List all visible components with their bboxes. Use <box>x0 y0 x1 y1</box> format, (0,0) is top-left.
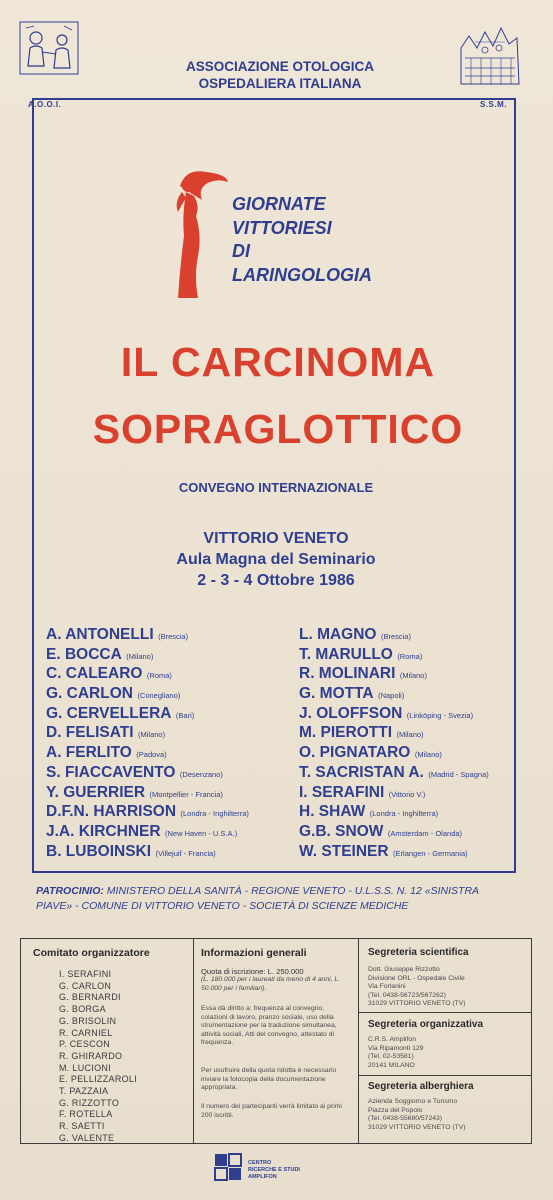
venue-dates: 2 - 3 - 4 Ottobre 1986 <box>197 572 355 589</box>
address-line: Azienda Soggiorno e Turismo <box>368 1098 458 1105</box>
speaker-name: D.F.N. HARRISON <box>46 803 177 821</box>
info-box <box>20 938 532 1144</box>
address-line: Divisione ORL - Ospedale Civile <box>368 974 465 982</box>
speaker-row <box>299 784 489 804</box>
speaker-city: (Brescia) <box>158 632 189 641</box>
speaker-name: M. PIEROTTI <box>299 724 392 742</box>
speaker-city: (Montpellier - Francia) <box>149 789 223 799</box>
speaker-row <box>299 705 489 725</box>
speaker-row <box>299 764 489 784</box>
list-item: G. BRISOLIN <box>59 1015 117 1026</box>
speaker-name: J. OLOFFSON <box>299 704 403 722</box>
speaker-name: O. PIGNATARO <box>299 744 411 762</box>
list-item: P. CESCON <box>59 1039 111 1050</box>
secretariats <box>358 939 531 1143</box>
venue-city: VITTORIO VENETO <box>203 530 349 547</box>
title-line-2: SOPRAGLOTTICO <box>92 406 464 452</box>
speaker-city: (Conegliano) <box>137 691 181 701</box>
association-line-2: OSPEDALIERA ITALIANA <box>198 76 362 91</box>
info-heading: Informazioni generali <box>201 947 307 959</box>
address-line: (Tel. 0438-55680/57243) <box>368 1115 443 1123</box>
speaker-row <box>46 665 249 685</box>
address-line: 20141 MILANO <box>368 1061 415 1069</box>
speaker-name: C. CALEARO <box>46 665 143 683</box>
speaker-row <box>299 823 489 843</box>
event-logo-line-2: VITTORIESI <box>232 217 332 238</box>
patronage <box>36 884 516 914</box>
quota-note: (L. 180.000 per i laureati da meno di 4 anni, L. 50.000 per i familiari). <box>201 976 341 992</box>
speaker-row <box>46 843 249 863</box>
divider <box>358 1012 531 1013</box>
aooi-caption: A.O.O.I. <box>28 100 62 109</box>
speaker-city: (Desenzano) <box>179 769 223 779</box>
speaker-name: G. CARLON <box>46 685 133 703</box>
speaker-city: (Milano) <box>399 671 427 681</box>
list-item: R. CARNIEL <box>59 1027 113 1038</box>
quota-label: Quota di iscrizione: L. 250.000 <box>201 967 304 976</box>
crs-line-3: AMPLIFON <box>248 1174 277 1180</box>
speaker-city: (Napoli) <box>378 691 405 701</box>
crs-line-2: RICERCHE E STUDI <box>248 1167 300 1173</box>
scientific-secretariat <box>368 947 528 1009</box>
crs-logo-icon <box>214 1152 244 1182</box>
speaker-city: (Bari) <box>175 710 195 720</box>
ssm-caption: S.S.M. <box>480 100 508 109</box>
speaker-row <box>46 823 249 843</box>
speaker-city: (Amsterdam - Olanda) <box>387 828 463 838</box>
list-item: R. SAETTI <box>59 1121 105 1132</box>
crs-logo-text <box>248 1160 300 1181</box>
list-item: M. LUCIONI <box>59 1062 112 1073</box>
speaker-row <box>46 626 249 646</box>
address-line: C.R.S. Amplifon <box>368 1036 416 1043</box>
event-logo-line-4: LARINGOLOGIA <box>232 264 372 285</box>
list-item: T. PAZZAIA <box>59 1086 109 1097</box>
speaker-row <box>299 665 489 685</box>
speaker-row <box>299 843 489 863</box>
speaker-name: J.A. KIRCHNER <box>46 822 161 840</box>
organizing-heading: Segreteria organizzativa <box>368 1019 484 1030</box>
participant-limit: Il numero dei partecipanti verrà limitato ai primi 200 iscritti. <box>201 1103 342 1119</box>
speaker-city: (Milano) <box>414 750 442 760</box>
reduced-fee-note: Per usufruire della quota ridotta è necessario inviare la fotocopia della documentazione appropriata. <box>201 1067 337 1092</box>
speaker-city: (Padova) <box>136 750 167 760</box>
speaker-row <box>46 764 249 784</box>
divider <box>358 1075 531 1076</box>
list-item: G. CARLON <box>59 980 112 991</box>
speaker-city: (Londra - Inghilterra) <box>369 809 439 819</box>
speaker-city: (Brescia) <box>380 632 411 641</box>
speaker-name: G. CERVELLERA <box>46 704 172 722</box>
speaker-row <box>46 803 249 823</box>
crs-line-1: CENTRO <box>248 1160 272 1166</box>
event-logo-line-1: GIORNATE <box>232 194 326 214</box>
list-item: G. BORGA <box>59 1004 106 1015</box>
list-item: E. PELLIZZAROLI <box>59 1074 138 1085</box>
speaker-city: (Milano) <box>396 730 424 740</box>
speaker-name: S. FIACCAVENTO <box>46 763 176 781</box>
speaker-row <box>299 724 489 744</box>
venue-place: Aula Magna del Seminario <box>176 551 376 568</box>
list-item: I. SERAFINI <box>59 969 112 979</box>
address-line: 31029 VITTORIO VENETO (TV) <box>368 1000 466 1008</box>
list-item: F. ROTELLA <box>59 1109 113 1120</box>
event-logo-text <box>232 193 372 287</box>
speaker-name: E. BOCCA <box>46 645 122 663</box>
speaker-row <box>46 685 249 705</box>
conference-subtitle: CONVEGNO INTERNAZIONALE <box>178 480 374 495</box>
address-line: Via Forlanini <box>368 983 406 991</box>
speaker-name: H. SHAW <box>299 803 366 821</box>
hotel-secretariat <box>368 1081 528 1132</box>
list-item: G. RIZZOTTO <box>59 1097 120 1108</box>
event-logo-line-3: DI <box>232 241 250 261</box>
speaker-name: L. MAGNO <box>299 626 377 643</box>
speaker-name: A. ANTONELLI <box>46 626 154 643</box>
speaker-city: (Londra - Inghilterra) <box>180 809 249 819</box>
speaker-city: (Linköping - Svezia) <box>406 710 474 720</box>
aooi-logo <box>18 18 80 78</box>
speaker-name: T. SACRISTAN A. <box>299 763 424 781</box>
speaker-name: D. FELISATI <box>46 724 134 742</box>
address-line: (Tel. 02-53581) <box>368 1053 414 1061</box>
speaker-city: (Roma) <box>146 671 172 681</box>
scientific-heading: Segreteria scientifica <box>368 947 469 958</box>
organizing-committee <box>21 939 194 1143</box>
speaker-row <box>299 685 489 705</box>
speaker-row <box>299 626 489 646</box>
title-line-1: IL CARCINOMA <box>120 339 436 385</box>
address-line: (Tel. 0438-56723/567262) <box>368 991 446 999</box>
quota-block <box>201 967 351 993</box>
speaker-row <box>299 744 489 764</box>
speaker-name: G. MOTTA <box>299 685 374 703</box>
speakers-right-column <box>299 626 489 862</box>
speaker-row <box>299 803 489 823</box>
speaker-city: (Villejuif - Francia) <box>155 848 216 858</box>
speaker-city: (Roma) <box>397 651 423 661</box>
list-item: G. VALENTE <box>59 1132 115 1143</box>
speaker-city: (Erlangen - Germania) <box>393 848 468 858</box>
speaker-name: W. STEINER <box>299 842 389 860</box>
association-line-1: ASSOCIAZIONE OTOLOGICA <box>185 59 374 74</box>
patronage-label: PATROCINIO: <box>36 885 104 897</box>
committee-list <box>59 969 137 1145</box>
speaker-row <box>46 784 249 804</box>
speaker-name: B. LUBOINSKI <box>46 842 152 860</box>
general-information <box>193 939 359 1143</box>
address-line: 31029 VITTORIO VENETO (TV) <box>368 1123 466 1131</box>
address-line: Via Ripamonti 129 <box>368 1044 424 1052</box>
committee-heading: Comitato organizzatore <box>33 947 150 959</box>
speaker-city: (Milano) <box>138 730 166 740</box>
list-item: G. BERNARDI <box>59 992 121 1003</box>
speaker-city: (Vittorio V.) <box>388 789 426 799</box>
address-line: Piazza del Popolo <box>368 1106 423 1114</box>
speaker-row <box>46 646 249 666</box>
speaker-row <box>299 646 489 666</box>
speaker-city: (Milano) <box>126 651 154 661</box>
patronage-text: MINISTERO DELLA SANITÀ - REGIONE VENETO - U.L.S.S. N. 12 «SINISTRA PIAVE» - COMUNE DI VITTORIO VENETO - SOCIETÀ DI SCIENZE MEDICHE <box>36 885 479 912</box>
list-item: R. GHIRARDO <box>59 1050 123 1061</box>
address-line: Dott. Giuseppe Rizzotto <box>368 966 440 973</box>
speaker-name: G.B. SNOW <box>299 822 384 840</box>
speaker-name: A. FERLITO <box>46 744 132 762</box>
speaker-name: Y. GUERRIER <box>46 783 146 801</box>
speakers-left-column <box>46 626 249 862</box>
speaker-row <box>46 724 249 744</box>
winged-victory-icon <box>172 166 232 301</box>
speaker-row <box>46 744 249 764</box>
speaker-name: R. MOLINARI <box>299 665 396 683</box>
speaker-name: T. MARULLO <box>299 645 393 663</box>
speaker-city: (Madrid - Spagna) <box>428 769 489 779</box>
speaker-row <box>46 705 249 725</box>
ssm-logo <box>455 18 525 78</box>
hotel-heading: Segreteria alberghiera <box>368 1081 474 1092</box>
speaker-city: (New Haven - U.S.A.) <box>165 828 238 838</box>
quota-includes: Essa dà diritto a: frequenza al convegno, colazioni di lavoro, pranzo sociale, uso della strumentazione per la traduzione simultanea, attività sociali, Atti del convegno, attestato di frequenza. <box>201 1005 337 1047</box>
speaker-name: I. SERAFINI <box>299 783 385 801</box>
organizing-secretariat <box>368 1019 528 1070</box>
